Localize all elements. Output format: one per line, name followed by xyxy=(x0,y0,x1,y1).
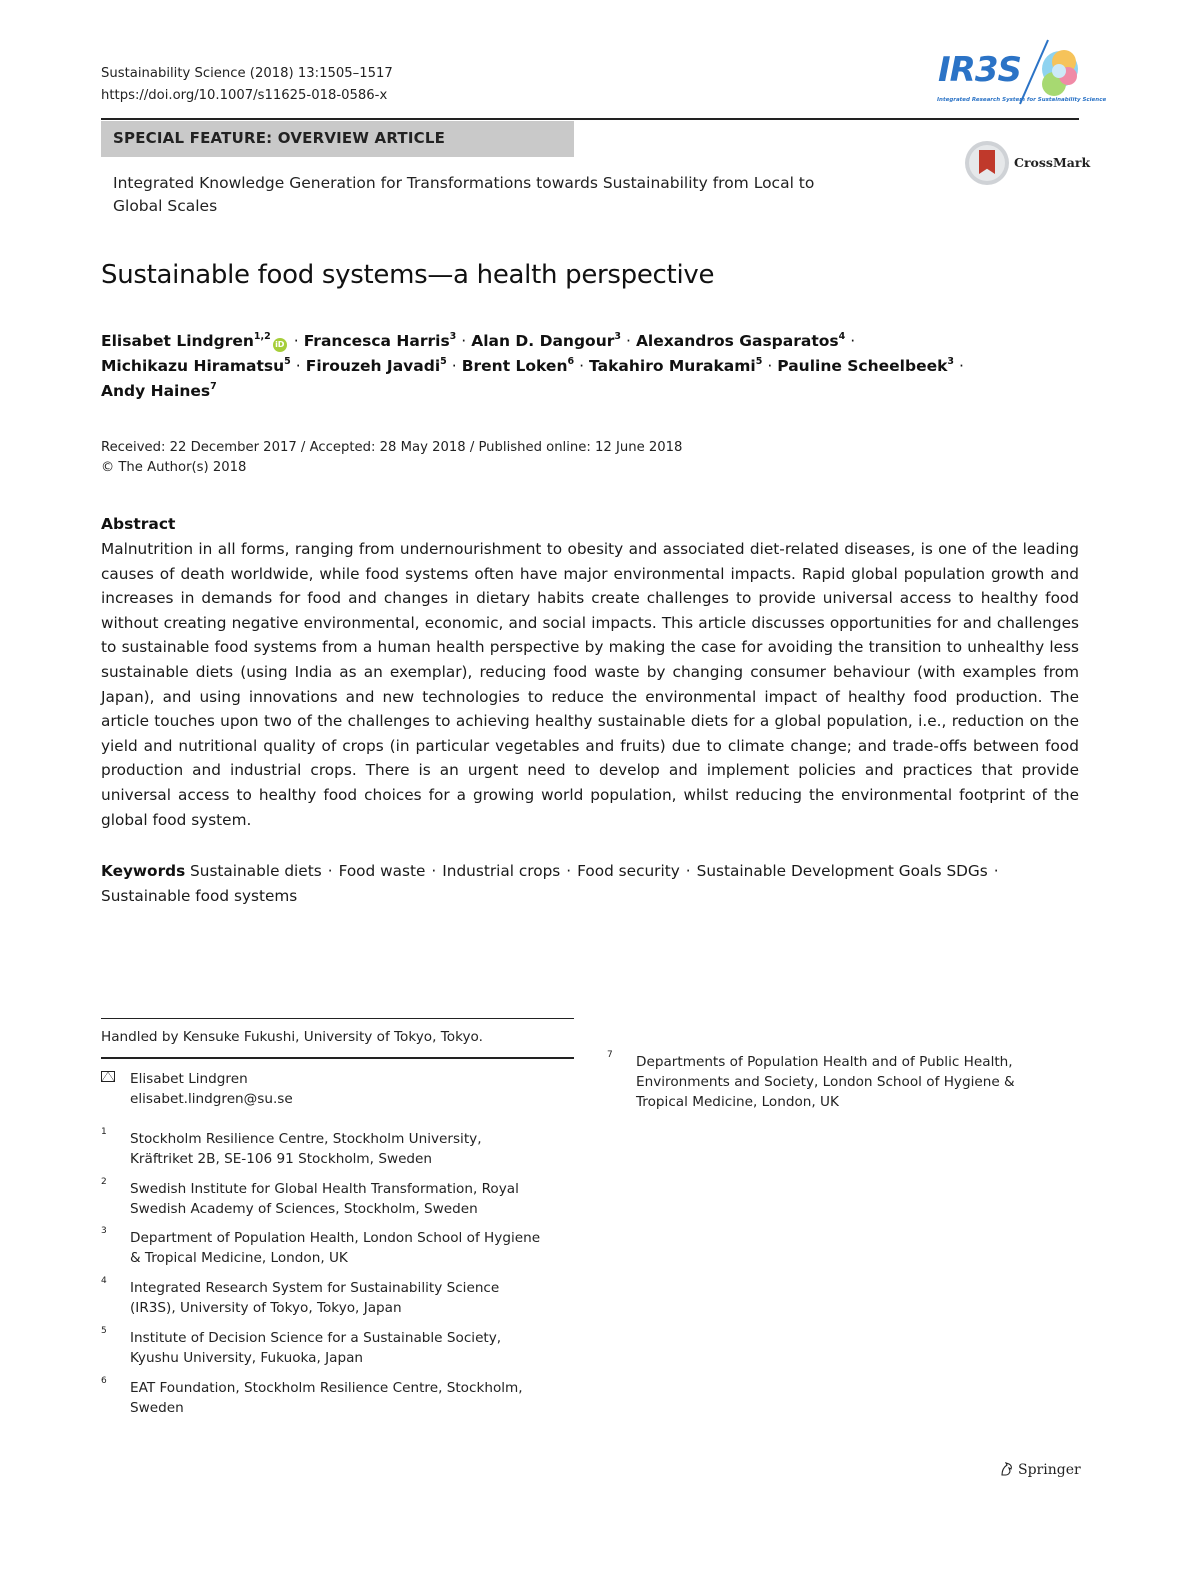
affiliation xyxy=(130,1278,570,1318)
affiliation-line: Institute of Decision Science for a Sustainable Society, xyxy=(130,1330,502,1346)
ir3s-logo-text: IR3S xyxy=(938,50,1021,90)
keyword: Sustainable Development Goals SDGs xyxy=(696,862,988,880)
affiliation-number: 2 xyxy=(101,1177,107,1187)
affiliation-line: Swedish Institute for Global Health Transformation, Royal xyxy=(130,1181,519,1197)
affiliation-number: 3 xyxy=(101,1226,107,1236)
keyword: Food waste xyxy=(338,862,426,880)
affiliation-number: 5 xyxy=(101,1326,107,1336)
author-affil: 6 xyxy=(567,356,575,367)
journal-meta xyxy=(101,63,393,107)
author-affil: 5 xyxy=(440,356,447,367)
footnote-rule xyxy=(101,1018,574,1019)
date-history: Received: 22 December 2017 / Accepted: 28 May 2018 / Published online: 12 June 2018 xyxy=(101,440,683,455)
springer-horse-icon xyxy=(999,1461,1015,1477)
affiliation xyxy=(130,1328,570,1368)
crossmark-label: CrossMark xyxy=(1014,155,1091,170)
author-list: Elisabet Lindgren$^{1,2}$iD · Francesca Harris$^3$ · Alan D. Dangour$^3$ · Alexandros Gasparatos$^4$ · Michikazu Hiramatsu$^5$ · Firouzeh Javadi$^5$ · Brent Loken$^6$ · Takahiro Murakami$^5$ · Pauline Scheelbeek$^3$ · Andy Haines$^7$ xyxy=(101,331,964,400)
doi-link[interactable]: https://doi.org/10.1007/s11625-018-0586-x xyxy=(101,88,388,103)
publication-dates xyxy=(101,438,682,478)
ir3s-logo-subtitle: Integrated Research System for Sustainability Science xyxy=(937,97,1107,103)
author-name[interactable]: Firouzeh Javadi xyxy=(305,357,441,375)
keyword: Sustainable diets xyxy=(190,862,322,880)
author-name[interactable]: Takahiro Murakami xyxy=(589,357,756,375)
crossmark-icon xyxy=(965,141,1009,185)
affiliation-line: EAT Foundation, Stockholm Resilience Centre, Stockholm, xyxy=(130,1380,523,1396)
affiliation-number: 6 xyxy=(101,1376,107,1386)
author-affil: 4 xyxy=(838,331,846,342)
keyword: Sustainable food systems xyxy=(101,886,298,905)
affiliation-number: 7 xyxy=(607,1050,613,1060)
affiliation-line: Departments of Population Health and of Public Health, xyxy=(636,1054,1013,1070)
author-name[interactable]: Alan D. Dangour xyxy=(471,332,615,350)
affiliation-line: Stockholm Resilience Centre, Stockholm University, xyxy=(130,1131,482,1147)
affiliation-line: Sweden xyxy=(130,1400,184,1416)
author-affil: 1,2 xyxy=(253,331,271,342)
header-rule xyxy=(101,118,1079,120)
affiliation-number: 1 xyxy=(101,1127,107,1137)
corresponding-name: Elisabet Lindgren xyxy=(130,1071,248,1087)
affiliation xyxy=(130,1129,570,1169)
author-name[interactable]: Michikazu Hiramatsu xyxy=(101,357,285,375)
abstract-text: Malnutrition in all forms, ranging from undernourishment to obesity and associated diet-related diseases, is one of the leading causes of death worldwide, while food systems often have major environmental impacts. Rapid global population growth and increases in demands for food and changes in dietary habits create challenges to provide universal access to healthy food without creating negative environmental, economic, and social impacts. This article discusses opportunities for and challenges to sustainable food systems from a human health perspective by making the case for avoiding the transition to unhealthy less sustainable diets (using India as an exemplar), reducing food waste by changing consumer behaviour (with examples from Japan), and using innovations and new technologies to reduce the environmental impact of healthy food production. The article touches upon two of the challenges to achieving healthy sustainable diets for a global population, i.e., reduction on the yield and nutritional quality of crops (in particular vegetables and fruits) due to climate change; and trade-offs between food production and industrial crops. There is an urgent need to develop and implement policies and practices that provide universal access to healthy food choices for a growing world population, whilst reducing the environmental footprint of the global food system. xyxy=(101,540,1079,829)
keyword: Food security xyxy=(577,862,680,880)
affiliation-number: 4 xyxy=(101,1276,107,1286)
affiliation-line: (IR3S), University of Tokyo, Tokyo, Japan xyxy=(130,1300,402,1316)
affiliation-line: Kyushu University, Fukuoka, Japan xyxy=(130,1350,364,1366)
author-name[interactable]: Pauline Scheelbeek xyxy=(777,357,948,375)
affiliation xyxy=(130,1228,570,1268)
footnote-rule xyxy=(101,1057,574,1059)
author-affil: 5 xyxy=(755,356,763,367)
author-affil: 5 xyxy=(284,356,291,367)
journal-citation: Sustainability Science (2018) 13:1505–1517 xyxy=(101,66,393,81)
crossmark-badge[interactable] xyxy=(965,141,1091,185)
publisher-logo xyxy=(999,1461,1081,1478)
envelope-icon xyxy=(101,1071,115,1082)
copyright: © The Author(s) 2018 xyxy=(101,460,247,475)
keywords: Keywords Sustainable diets · Food waste · Industrial crops · Food security · Sustainable Development Goals SDGs · Sustainable food systems xyxy=(101,862,999,905)
affiliation-line: & Tropical Medicine, London, UK xyxy=(130,1250,348,1266)
handled-by: Handled by Kensuke Fukushi, University of Tokyo, Tokyo. xyxy=(101,1029,483,1045)
publisher-name: Springer xyxy=(1018,1462,1081,1478)
affiliation xyxy=(130,1179,570,1219)
abstract-heading: Abstract xyxy=(101,515,176,533)
author-affil: 3 xyxy=(614,331,621,342)
affiliation-line: Integrated Research System for Sustainability Science xyxy=(130,1280,500,1296)
author-name[interactable]: Alexandros Gasparatos xyxy=(635,332,839,350)
affiliation-line: Swedish Academy of Sciences, Stockholm, Sweden xyxy=(130,1201,478,1217)
author-name[interactable]: Elisabet Lindgren xyxy=(101,332,254,350)
article-type: SPECIAL FEATURE: OVERVIEW ARTICLE xyxy=(113,129,446,147)
affiliation-line: Tropical Medicine, London, UK xyxy=(636,1094,839,1110)
author-name[interactable]: Francesca Harris xyxy=(303,332,450,350)
corresponding-email[interactable]: elisabet.lindgren@su.se xyxy=(130,1091,293,1107)
affiliation xyxy=(130,1378,570,1418)
series-title: Integrated Knowledge Generation for Transformations towards Sustainability from Local to Global Scales xyxy=(113,174,815,215)
author-affil: 3 xyxy=(947,356,955,367)
article-title: Sustainable food systems—a health perspective xyxy=(101,260,715,290)
author-name[interactable]: Brent Loken xyxy=(461,357,568,375)
corresponding-author xyxy=(130,1069,293,1109)
keywords-label: Keywords xyxy=(101,862,186,880)
keyword: Industrial crops xyxy=(442,862,561,880)
affiliation-line: Department of Population Health, London School of Hygiene xyxy=(130,1230,541,1246)
affiliation xyxy=(636,1052,1076,1112)
author-affil: 7 xyxy=(210,381,217,392)
orcid-icon[interactable]: iD xyxy=(273,338,287,352)
article-type-banner xyxy=(101,121,574,157)
author-affil: 3 xyxy=(449,331,457,342)
author-name[interactable]: Andy Haines xyxy=(101,382,211,400)
affiliation-line: Environments and Society, London School of Hygiene & xyxy=(636,1074,1015,1090)
affiliation-line: Kräftriket 2B, SE-106 91 Stockholm, Sweden xyxy=(130,1151,433,1167)
